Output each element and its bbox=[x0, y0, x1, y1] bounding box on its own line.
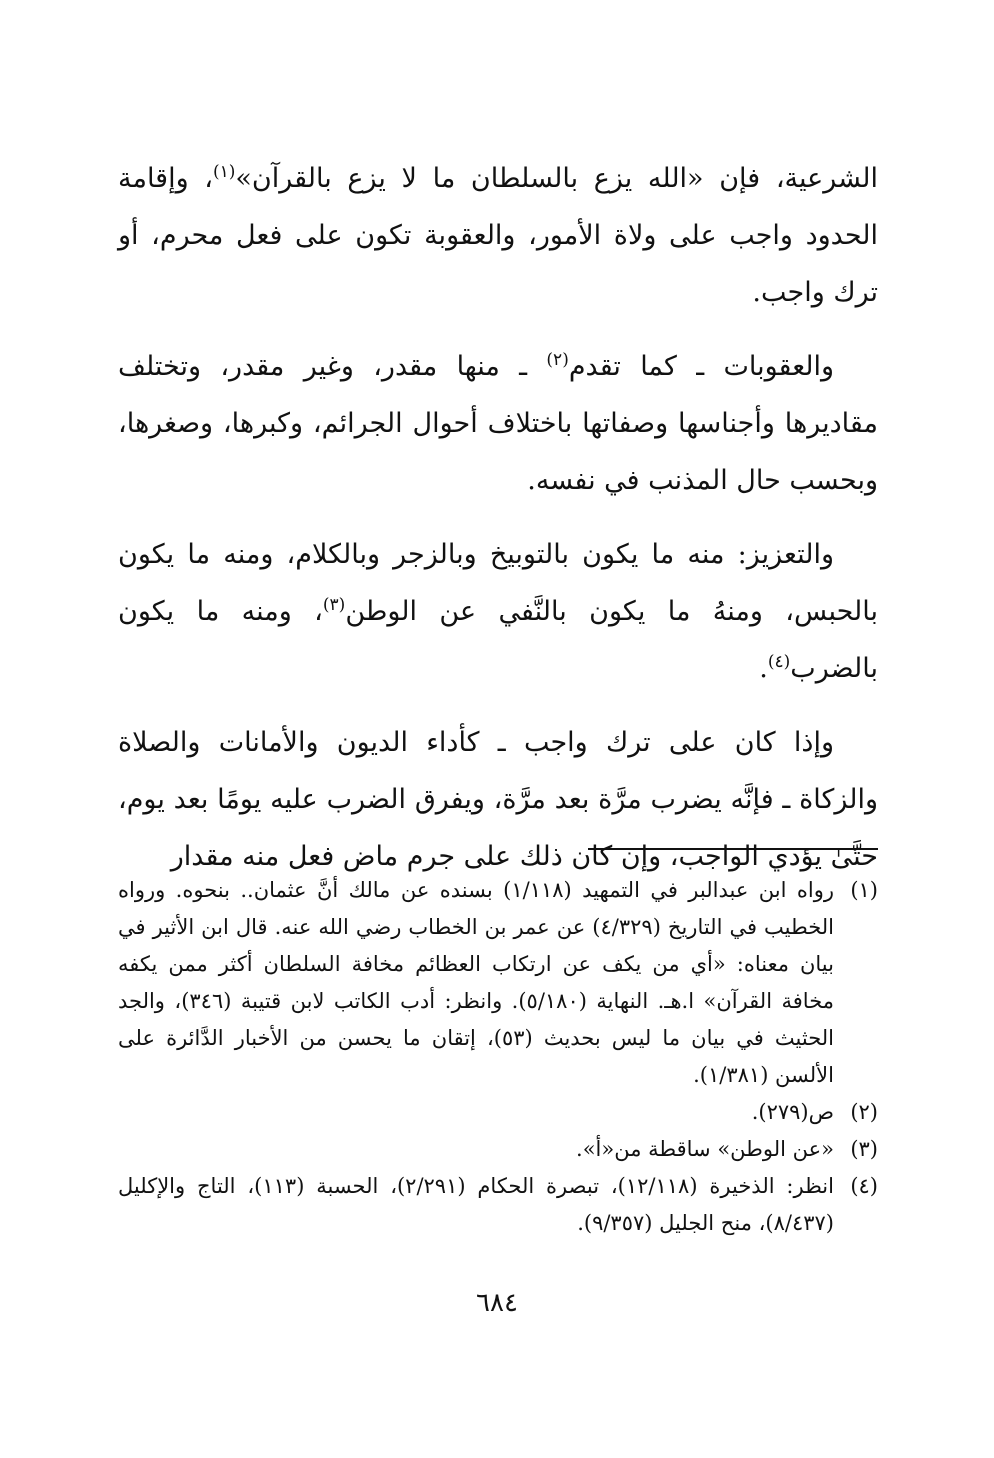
footnotes bbox=[118, 872, 878, 1242]
footnote-text: ص(٢٧٩). bbox=[751, 1100, 834, 1124]
text-segment: ، ومنه ما يكون بالضرب bbox=[118, 596, 878, 684]
footnote-reference: (٣) bbox=[322, 595, 346, 615]
footnote bbox=[118, 872, 878, 1094]
footnote-text: «عن الوطن» ساقطة من«أ». bbox=[576, 1137, 834, 1161]
footnote-separator bbox=[588, 848, 878, 850]
footnote-reference: (٢) bbox=[546, 350, 569, 370]
footnote-reference: (١) bbox=[212, 162, 236, 182]
text-segment: ، وإقامة الحدود واجب على ولاة الأمور، والعقوبة تكون على فعل محرم، أو ترك واجب. bbox=[118, 163, 878, 308]
text-segment: وإذا كان على ترك واجب ـ كأداء الديون والأمانات والصلاة والزكاة ـ فإنَّه يضرب مرَّة بعد مرَّة، ويفرق الضرب عليه يومًا بعد يوم، حتَّىٰ يؤدي الواجب، وإن كان ذلك على جرم ماض فعل منه مقدار bbox=[118, 727, 878, 872]
footnote-text: رواه ابن عبدالبر في التمهيد (١/١١٨) بسنده عن مالك أنَّ عثمان.. بنحوه. ورواه الخطيب في التاريخ (٤/٣٢٩) عن عمر بن الخطاب رضي الله عنه. قال ابن الأثير في بيان معناه: «أي من يكف عن ارتكاب العظائم مخافة السلطان أكثر ممن يكفه مخافة القرآن» ا.هـ. النهاية (٥/١٨٠). وانظر: أدب الكاتب لابن قتيبة (٣٤٦)، والجد الحثيث في بيان ما ليس بحديث (٥٣)، إتقان ما يحسن من الأخبار الدَّائرة على الألسن (١/٣٨١). bbox=[118, 878, 834, 1087]
text-segment: ـ منها مقدر، وغير مقدر، وتختلف مقاديرها وأجناسها وصفاتها باختلاف أحوال الجرائم، وكبرها، وصغرها، وبحسب حال المذنب في نفسه. bbox=[118, 351, 878, 496]
text-segment: . bbox=[759, 653, 768, 684]
footnote-reference: (٤) bbox=[767, 652, 791, 672]
text-segment: الشرعية، فإن «الله يزع بالسلطان ما لا يزع بالقرآن» bbox=[235, 163, 878, 194]
paragraph bbox=[118, 526, 878, 697]
text-segment: والعقوبات ـ كما تقدم bbox=[568, 351, 834, 382]
footnote-text: انظر: الذخيرة (١٢/١١٨)، تبصرة الحكام (٢/٢٩١)، الحسبة (١١٣)، التاج والإكليل (٨/٤٣٧)، منح الجليل (٩/٣٥٧). bbox=[118, 1174, 834, 1235]
text-segment: والتعزيز: منه ما يكون بالتوبيخ وبالزجر وبالكلام، ومنه ما يكون بالحبس، ومنهُ ما يكون بالنَّفي عن الوطن bbox=[118, 539, 878, 627]
paragraph bbox=[118, 714, 878, 885]
footnote-number: (٣) bbox=[850, 1137, 878, 1161]
footnote-number: (٤) bbox=[850, 1174, 878, 1198]
paragraph bbox=[118, 338, 878, 509]
paragraph bbox=[118, 150, 878, 321]
footnote bbox=[118, 1094, 878, 1131]
main-text bbox=[118, 150, 878, 902]
footnote-number: (٢) bbox=[850, 1100, 878, 1124]
footnote-number: (١) bbox=[850, 878, 878, 902]
page-number: ٦٨٤ bbox=[476, 1288, 518, 1318]
footnote bbox=[118, 1168, 878, 1242]
footnote bbox=[118, 1131, 878, 1168]
